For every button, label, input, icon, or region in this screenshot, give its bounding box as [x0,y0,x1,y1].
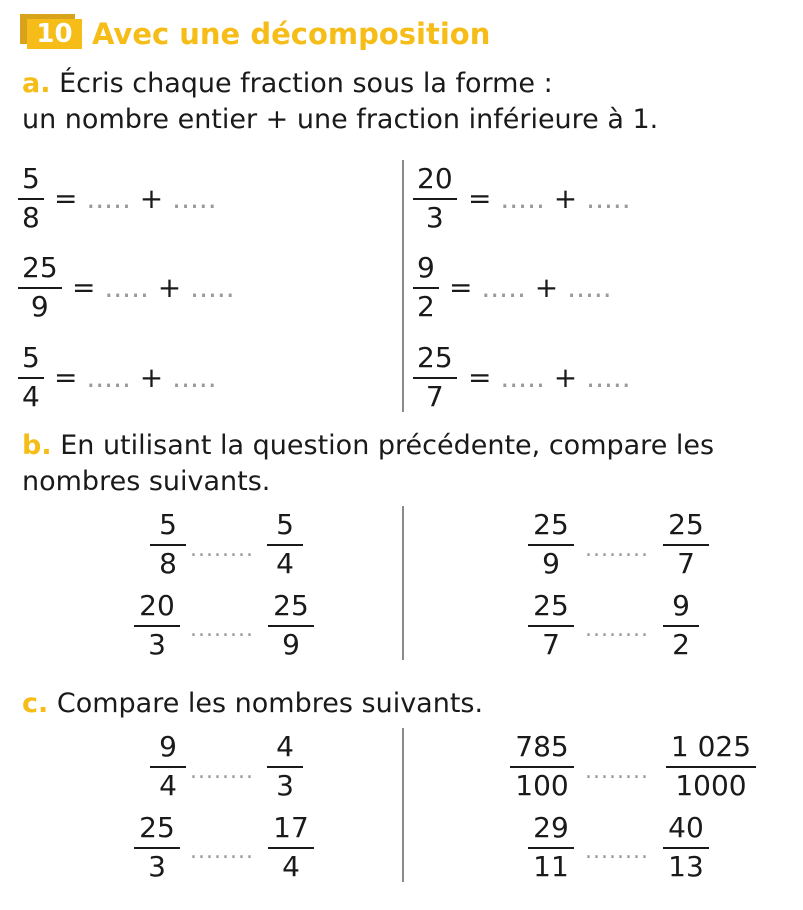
equals-sign: = [468,182,492,215]
denominator: 9 [282,628,300,661]
numerator: 25 [22,251,58,284]
numerator: 25 [139,811,175,844]
comparison-blank[interactable]: ........ [585,617,649,642]
fraction-bar [528,625,574,627]
equals-sign: = [449,271,473,304]
comparison-blank[interactable]: ........ [190,537,254,562]
fraction-right [663,508,709,581]
comparison-blank[interactable]: ........ [190,617,254,642]
comparison-blank[interactable]: ........ [585,759,649,784]
numerator: 9 [159,730,177,763]
numerator: 25 [533,589,569,622]
denominator: 13 [668,850,704,883]
numerator: 5 [22,341,40,374]
equals-sign: = [72,271,96,304]
fraction-blank[interactable]: ..... [172,182,217,215]
part-c-letter: c. [22,688,49,719]
integer-blank[interactable]: ..... [104,271,149,304]
fraction-right [268,589,314,662]
decomposition-blanks[interactable] [468,182,631,216]
part-b-text-line1: En utilisant la question précédente, compare les [60,430,715,461]
numerator: 25 [668,508,704,541]
denominator: 9 [30,290,49,323]
fraction-right [663,811,709,884]
fraction-bar [150,766,186,768]
equals-sign: = [468,361,492,394]
equals-sign: = [54,361,78,394]
fraction-bar [528,847,574,849]
fraction-bar [18,198,44,200]
denominator: 8 [159,547,177,580]
decomposition-blanks[interactable] [449,271,612,305]
denominator: 100 [515,769,569,802]
denominator: 8 [22,201,40,234]
part-b-instruction-line2: nombres suivants. [22,466,271,497]
integer-blank[interactable]: ..... [500,361,545,394]
fraction-left [150,508,186,581]
denominator: 2 [417,290,435,323]
part-c-instruction-line1 [22,686,483,722]
numerator: 20 [139,589,175,622]
plus-sign: + [534,271,559,304]
integer-blank[interactable]: ..... [86,182,131,215]
fraction [413,251,439,324]
numerator: 785 [515,730,569,763]
integer-blank[interactable]: ..... [86,361,131,394]
part-c-divider [402,728,404,882]
decomposition-blanks[interactable] [468,361,631,395]
denominator: 4 [22,380,40,413]
plus-sign: + [157,271,182,304]
part-a-letter: a. [22,68,51,99]
fraction-bar [150,544,186,546]
numerator: 29 [533,811,569,844]
denominator: 4 [282,850,300,883]
comparison-blank[interactable]: ........ [190,839,254,864]
fraction [18,162,44,235]
fraction-bar [663,544,709,546]
fraction-bar [134,625,180,627]
fraction-left [134,589,180,662]
fraction [413,341,457,414]
fraction-bar [18,377,44,379]
comparison-blank[interactable]: ........ [585,537,649,562]
part-c-text-line1: Compare les nombres suivants. [56,688,484,719]
fraction-left [150,730,186,803]
decomposition-blanks[interactable] [72,271,235,305]
fraction-bar [413,198,457,200]
fraction [18,251,62,324]
exercise-number-badge: 10 [27,19,82,49]
fraction [18,341,44,414]
fraction-right [666,730,756,803]
plus-sign: + [553,361,578,394]
part-b-instruction-line1 [22,428,714,464]
denominator: 3 [425,201,444,234]
denominator: 9 [542,547,560,580]
integer-blank[interactable]: ..... [500,182,545,215]
fraction-bar [134,847,180,849]
denominator: 4 [159,769,177,802]
numerator: 20 [417,162,453,195]
fraction-bar [663,847,709,849]
numerator: 9 [417,251,435,284]
fraction-left [510,730,574,803]
fraction-blank[interactable]: ..... [586,182,631,215]
comparison-blank[interactable]: ........ [585,839,649,864]
denominator: 7 [677,547,695,580]
numerator: 5 [22,162,40,195]
numerator: 17 [273,811,309,844]
fraction-left [528,589,574,662]
fraction-bar [18,287,62,289]
numerator: 5 [159,508,177,541]
plus-sign: + [139,182,164,215]
numerator: 25 [417,341,453,374]
numerator: 9 [672,589,690,622]
fraction-left [528,811,574,884]
fraction-bar [528,544,574,546]
fraction-blank[interactable]: ..... [190,271,235,304]
denominator: 4 [276,547,294,580]
numerator: 25 [273,589,309,622]
denominator: 3 [148,628,166,661]
denominator: 2 [672,628,690,661]
part-a-text-line1: Écris chaque fraction sous la forme : [59,68,553,99]
denominator: 11 [533,850,569,883]
denominator: 7 [425,380,444,413]
equals-sign: = [54,182,78,215]
fraction-blank[interactable]: ..... [567,271,612,304]
fraction-bar [413,287,439,289]
fraction-bar [267,544,303,546]
fraction-left [134,811,180,884]
fraction-right [268,811,314,884]
integer-blank[interactable]: ..... [481,271,526,304]
fraction-bar [663,625,699,627]
fraction-bar [268,625,314,627]
fraction-bar [413,377,457,379]
part-a-instruction-line2: un nombre entier + une fraction inférieure à 1. [22,104,659,135]
numerator: 4 [276,730,294,763]
part-a-instruction-line1 [22,66,553,102]
part-b-letter: b. [22,430,52,461]
fraction-blank[interactable]: ..... [586,361,631,394]
denominator: 3 [148,850,166,883]
plus-sign: + [553,182,578,215]
numerator: 40 [668,811,704,844]
fraction-bar [510,766,574,768]
denominator: 3 [276,769,294,802]
exercise-title: Avec une décomposition [92,17,491,51]
denominator: 7 [542,628,560,661]
fraction-bar [666,766,756,768]
plus-sign: + [139,361,164,394]
fraction-left [528,508,574,581]
numerator: 5 [276,508,294,541]
decomposition-blanks[interactable] [54,182,217,216]
numerator: 1 025 [670,730,752,763]
fraction-bar [267,766,303,768]
fraction-blank[interactable]: ..... [172,361,217,394]
fraction-right [267,508,303,581]
fraction-right [663,589,699,662]
part-b-divider [402,506,404,660]
part-a-divider [402,160,404,412]
numerator: 25 [533,508,569,541]
decomposition-blanks[interactable] [54,361,217,395]
denominator: 1000 [675,769,747,802]
fraction-right [267,730,303,803]
comparison-blank[interactable]: ........ [190,759,254,784]
fraction-bar [268,847,314,849]
fraction [413,162,457,235]
